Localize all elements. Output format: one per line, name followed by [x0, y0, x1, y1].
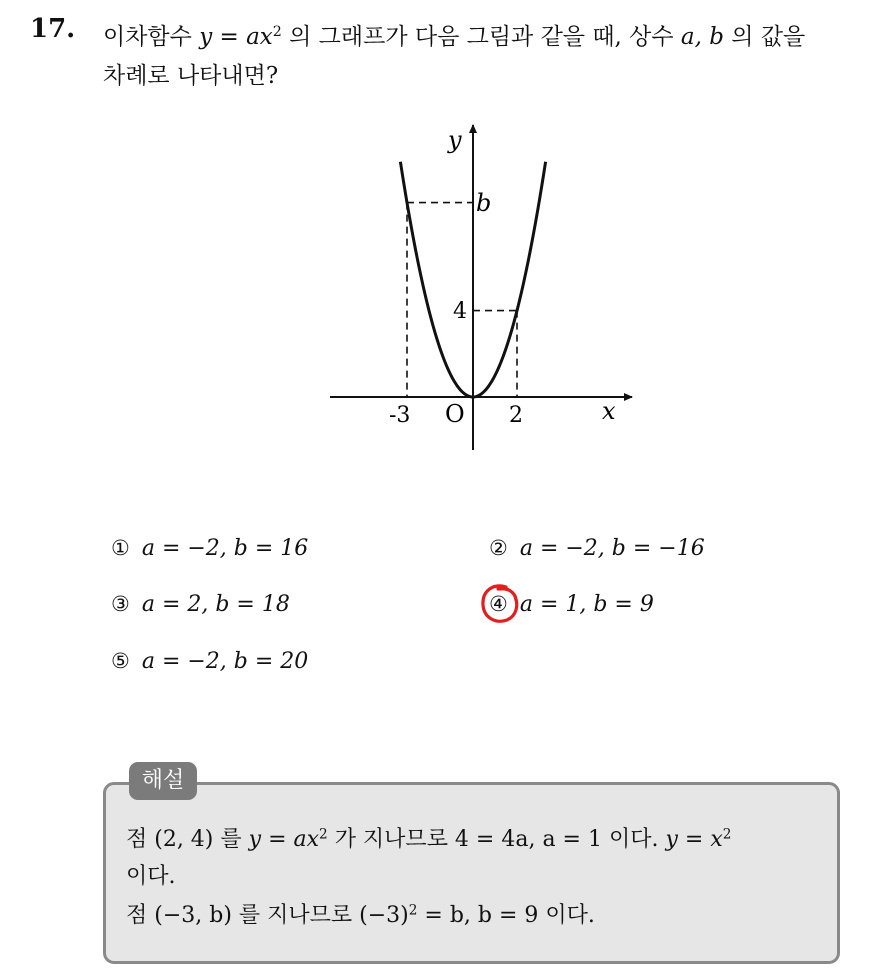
- y-tick-b: b: [476, 189, 492, 217]
- choice-2[interactable]: ② a = −2, b = −16: [489, 536, 705, 561]
- answer-circle-mark: [476, 580, 524, 628]
- solution-line3: 점 (−3, b) 를 지나므로 $(-3)^2 = b$, b = 9 이다.: [126, 902, 595, 928]
- question-text-line2: 차례로 나타내면?: [103, 63, 279, 89]
- y-axis-label: y: [448, 126, 462, 154]
- x-axis-label: x: [602, 397, 616, 425]
- solution-line1: 점 (2, 4) 를 $y = ax^2$ 가 지나므로 4 = 4a, a = 1 이다. $y = x^2$: [126, 826, 732, 852]
- choice-1[interactable]: ① a = −2, b = 16: [111, 536, 309, 561]
- choice-4[interactable]: ④ a = 1, b = 9: [489, 592, 654, 617]
- x-tick-2: 2: [509, 403, 523, 428]
- origin-label: O: [445, 400, 465, 428]
- solution-tag: 해설: [129, 762, 197, 800]
- x-tick-neg3: -3: [389, 403, 411, 428]
- solution-box: [103, 782, 840, 964]
- y-tick-4: 4: [453, 299, 467, 324]
- function-expression: y = ax: [199, 24, 273, 50]
- solution-line2: 이다.: [126, 864, 176, 889]
- parabola-graph: [320, 118, 640, 458]
- question-number: 17.: [30, 14, 76, 44]
- choice-3[interactable]: ③ a = 2, b = 18: [111, 592, 290, 617]
- question-text-line1: 이차함수 $y = ax^2$ 의 그래프가 다음 그림과 같을 때, 상수 a, b 의 값을: [103, 24, 806, 50]
- choice-5[interactable]: ⑤ a = −2, b = 20: [111, 649, 309, 674]
